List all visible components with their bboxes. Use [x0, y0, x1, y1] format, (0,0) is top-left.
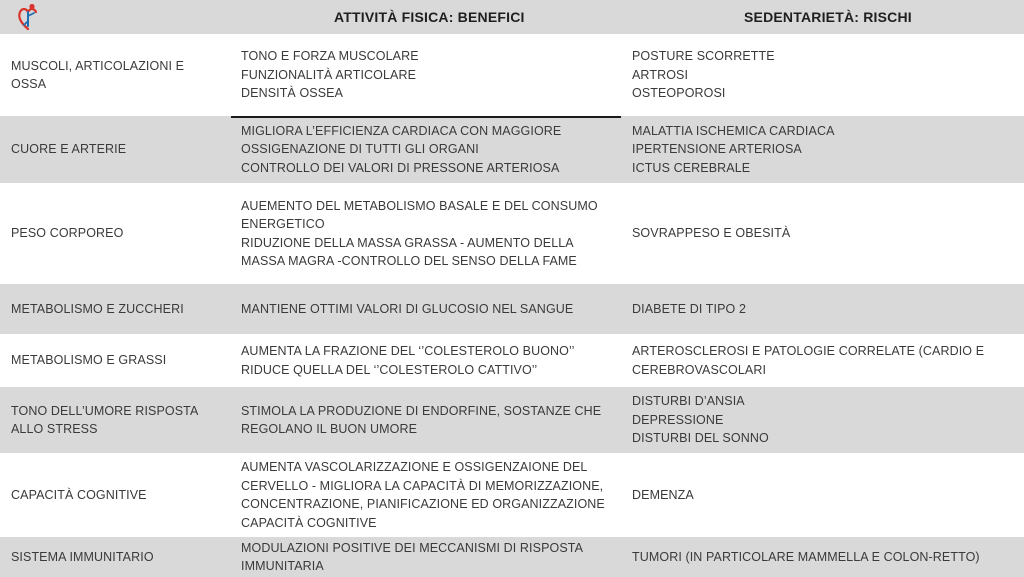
text-line: CUORE E ARTERIE [11, 142, 127, 157]
table-row [0, 537, 1024, 577]
table-header [0, 0, 1024, 34]
table-row [0, 284, 1024, 334]
text-line: PESO CORPOREO [11, 226, 124, 241]
row-benefits [241, 537, 616, 577]
text-line: STIMOLA LA PRODUZIONE DI ENDORFINE, SOSTANZE CHE [241, 403, 602, 418]
text-line: MIGLIORA L’EFFICIENZA CARDIACA CON MAGGIORE [241, 123, 562, 138]
text-line: ENERGETICO [241, 217, 325, 231]
text-line: CEREBROVASCOLARI [632, 362, 767, 377]
text-line: RIDUZIONE DELLA MASSA GRASSA - AUMENTO DELLA [241, 235, 574, 250]
header-benefits: ATTIVITÀ FISICA: BENEFICI [334, 9, 525, 25]
row-category [11, 34, 216, 116]
row-benefits [241, 116, 616, 183]
text-line: DEMENZA [632, 487, 694, 502]
text-line: DISTURBI D’ANSIA [632, 394, 745, 409]
table-row [0, 453, 1024, 537]
text-line: IPERTENSIONE ARTERIOSA [632, 142, 802, 157]
text-line: CAPACITÀ COGNITIVE [241, 515, 377, 530]
row-category [11, 537, 216, 577]
text-line: CONCENTRAZIONE, PIANIFICAZIONE ED ORGANIZZAZIONE [241, 497, 605, 511]
text-line: CERVELLO - MIGLIORA LA CAPACITÀ DI MEMORIZZAZIONE, [241, 478, 604, 493]
table-row [0, 183, 1024, 284]
row-risks [632, 537, 1017, 577]
row-category [11, 334, 216, 387]
text-line: AUMENTA LA FRAZIONE DEL ‘’COLESTEROLO BUONO’’ [241, 344, 575, 358]
heart-figure-logo [16, 2, 40, 32]
text-line: ARTEROSCLEROSI E PATOLOGIE CORRELATE (CARDIO E [632, 344, 985, 358]
text-line: FUNZIONALITÀ ARTICOLARE [241, 67, 417, 82]
text-line: IMMUNITARIA [241, 559, 324, 573]
row-category [11, 453, 216, 537]
text-line: DISTURBI DEL SONNO [632, 431, 769, 446]
row-risks [632, 116, 1017, 183]
text-line: AUMENTA VASCOLARIZZAZIONE E OSSIGENZAIONE DEL [241, 460, 588, 474]
text-line: ICTUS CEREBRALE [632, 160, 751, 175]
text-line: RIDUCE QUELLA DEL ‘’COLESTEROLO CATTIVO’’ [241, 362, 538, 377]
text-line: METABOLISMO E GRASSI [11, 353, 167, 368]
row-category [11, 116, 216, 183]
row-risks [632, 453, 1017, 537]
row-risks [632, 284, 1017, 334]
text-line: DEPRESSIONE [632, 412, 724, 427]
row-benefits [241, 183, 616, 284]
text-line: MANTIENE OTTIMI VALORI DI GLUCOSIO NEL SANGUE [241, 301, 574, 316]
row-category [11, 284, 216, 334]
text-line: SOVRAPPESO E OBESITÀ [632, 226, 791, 241]
row-category [11, 183, 216, 284]
row-benefits [241, 34, 616, 116]
text-line: TONO DELL’UMORE RISPOSTA [11, 403, 199, 418]
text-line: DIABETE DI TIPO 2 [632, 301, 746, 316]
text-line: TUMORI (IN PARTICOLARE MAMMELLA E COLON-RETTO) [632, 549, 980, 564]
row-benefits [241, 284, 616, 334]
table-row [0, 34, 1024, 116]
text-line: DENSITÀ OSSEA [241, 86, 344, 101]
row-benefits [241, 453, 616, 537]
row-risks [632, 34, 1017, 116]
text-line: OSSA [11, 77, 47, 91]
text-line: ARTROSI [632, 67, 689, 82]
text-line: ALLO STRESS [11, 422, 98, 436]
text-line: TONO E FORZA MUSCOLARE [241, 49, 419, 64]
divider-line [231, 116, 621, 118]
text-line: AUEMENTO DEL METABOLISMO BASALE E DEL CONSUMO [241, 198, 598, 213]
text-line: MASSA MAGRA -CONTROLLO DEL SENSO DELLA FAME [241, 254, 577, 268]
text-line: REGOLANO IL BUON UMORE [241, 422, 418, 436]
row-risks [632, 183, 1017, 284]
row-risks [632, 387, 1017, 453]
text-line: MALATTIA ISCHEMICA CARDIACA [632, 123, 835, 138]
text-line: CONTROLLO DEI VALORI DI PRESSONE ARTERIOSA [241, 160, 560, 175]
row-risks [632, 334, 1017, 387]
table-row [0, 334, 1024, 387]
text-line: POSTURE SCORRETTE [632, 49, 775, 64]
text-line: SISTEMA IMMUNITARIO [11, 549, 154, 564]
table-row [0, 387, 1024, 453]
row-benefits [241, 387, 616, 453]
text-line: OSTEOPOROSI [632, 86, 726, 101]
text-line: OSSIGENAZIONE DI TUTTI GLI ORGANI [241, 142, 479, 157]
header-risks: SEDENTARIETÀ: RISCHI [744, 9, 912, 25]
table-row [0, 116, 1024, 183]
text-line: CAPACITÀ COGNITIVE [11, 487, 147, 502]
text-line: METABOLISMO E ZUCCHERI [11, 301, 184, 316]
row-category [11, 387, 216, 453]
text-line: MODULAZIONI POSITIVE DEI MECCANISMI DI RISPOSTA [241, 540, 584, 555]
text-line: MUSCOLI, ARTICOLAZIONI E [11, 58, 185, 73]
row-benefits [241, 334, 616, 387]
